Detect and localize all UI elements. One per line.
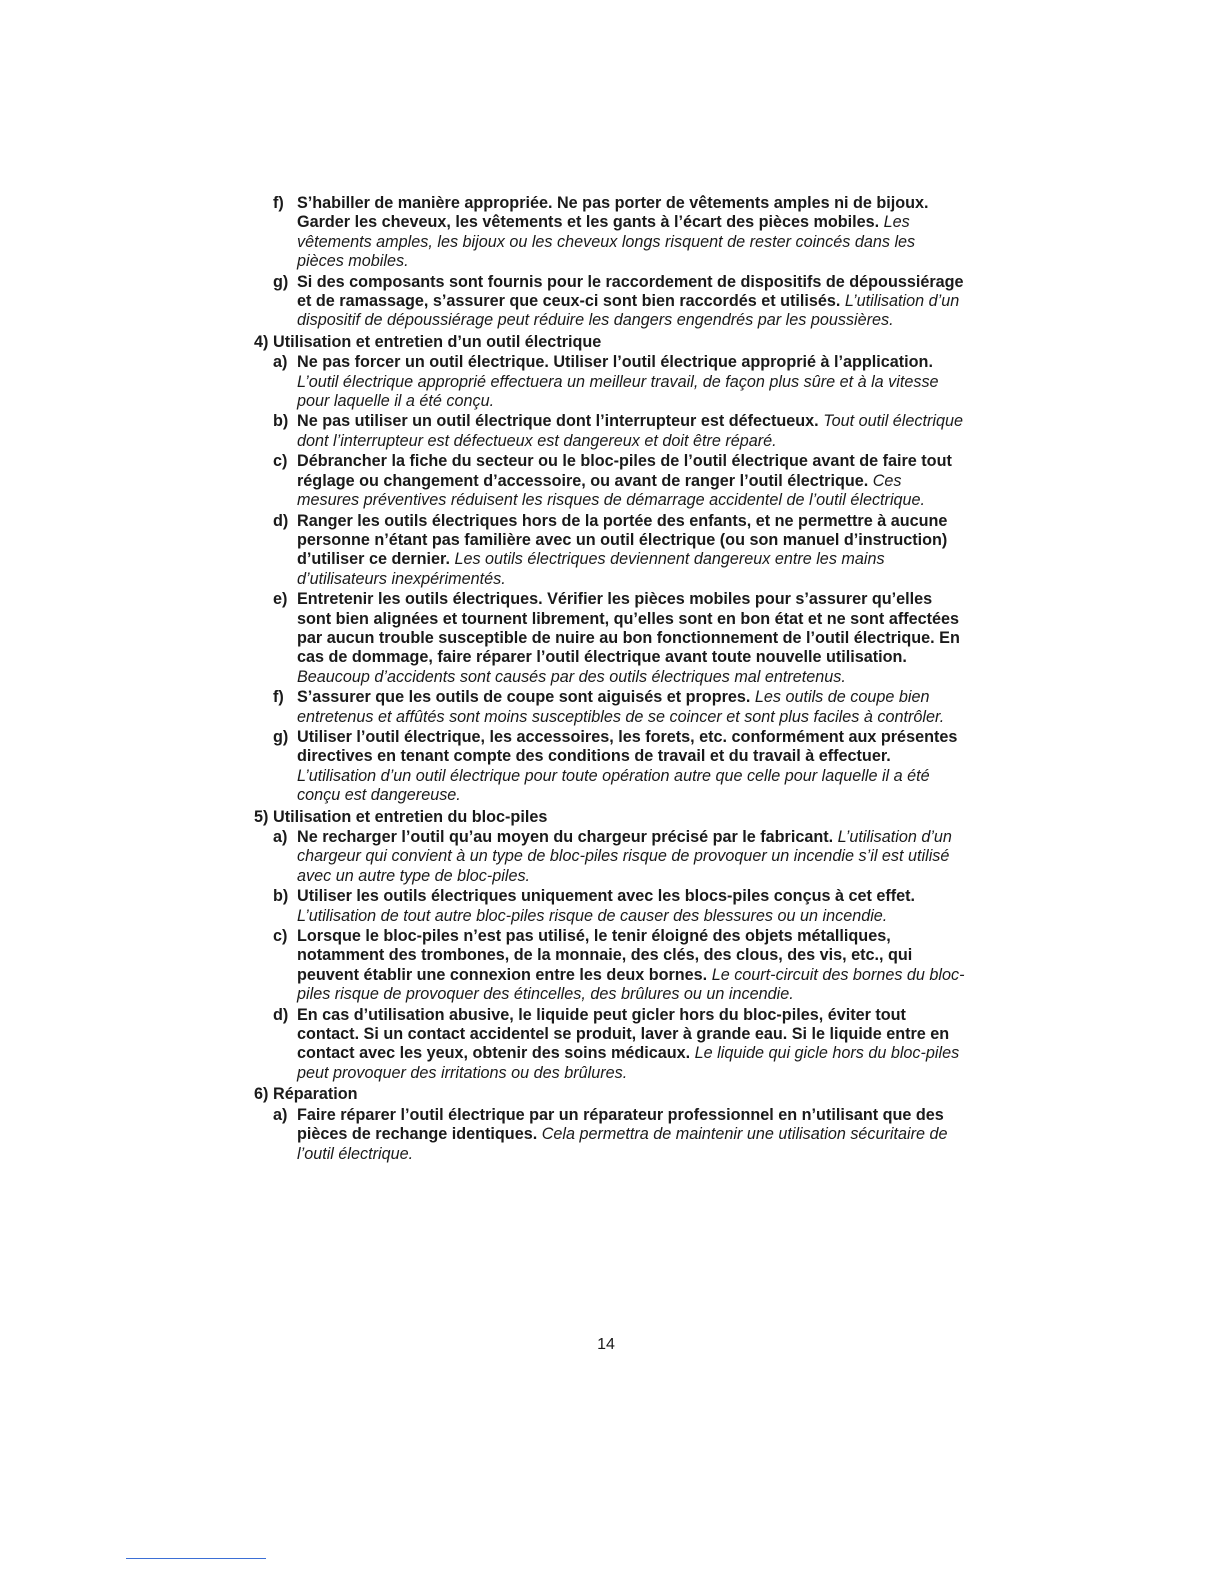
item-explanation: Le court-circuit des bornes du bloc-piles risque de provoquer des étincelles, des brûlures ou un incendie. (297, 965, 965, 1004)
item-explanation: Les vêtements amples, les bijoux ou les cheveux longs risquent de rester coincés dans les pièces mobiles. (297, 213, 916, 271)
item-label: e) (273, 590, 288, 609)
item-instruction: S’assurer que les outils de coupe sont aiguisés et propres. (297, 688, 751, 707)
item-label: a) (273, 828, 288, 846)
section-number: 4) (254, 332, 269, 351)
item-label: b) (273, 412, 289, 431)
item-label: g) (273, 727, 289, 746)
item-label: a) (273, 353, 288, 372)
item-explanation: L’utilisation d’un dispositif de dépoussiérage peut réduire les dangers engendrés par les poussières. (297, 292, 960, 330)
item-instruction: Ranger les outils électriques hors de la portée des enfants, et ne permettre à aucune personne n’étant pas familière avec un outil électrique (ou son manuel d’instruction) d’utiliser ce dernier. (297, 511, 948, 569)
safety-item-g (254, 273, 966, 331)
section-4-item-g (254, 728, 966, 806)
item-explanation: Les outils de coupe bien entretenus et affûtés sont moins susceptibles de se coincer et sont plus faciles à contrôler. (297, 688, 945, 726)
item-instruction: Faire réparer l’outil électrique par un réparateur professionnel en n’utilisant que des pièces de rechange identiques. (297, 1105, 944, 1144)
item-label: f) (273, 688, 284, 707)
item-label: d) (273, 511, 289, 530)
item-instruction: Entretenir les outils électriques. Vérifier les pièces mobiles pour s’assurer qu’elles sont bien alignées et tournent librement, qu’elles sont en bon état et ne sont affectées par aucun trouble susceptible de nuire au bon fonctionnement de l’outil électrique. En cas de dommage, faire réparer l’outil électrique avant toute nouvelle utilisation. (297, 590, 960, 667)
item-explanation: Tout outil électrique dont l’interrupteur est défectueux est dangereux et doit être réparé. (297, 412, 963, 450)
item-instruction: S’habiller de manière appropriée. Ne pas porter de vêtements amples ni de bijoux. Garder les cheveux, les vêtements et les gants à l’écart des pièces mobiles. (297, 194, 929, 232)
item-instruction: Débrancher la fiche du secteur ou le bloc-piles de l’outil électrique avant de faire tout réglage ou changement d’accessoire, ou avant de ranger l’outil électrique. (297, 452, 952, 490)
item-label: b) (273, 887, 289, 906)
item-explanation: Ces mesures préventives réduisent les risques de démarrage accidentel de l’outil électrique. (297, 471, 926, 510)
item-instruction: Ne recharger l’outil qu’au moyen du chargeur précisé par le fabricant. (297, 828, 834, 846)
page-number: 14 (597, 1336, 615, 1353)
item-label: g) (273, 272, 289, 291)
section-number: 6) (254, 1085, 269, 1104)
item-instruction: Ne pas forcer un outil électrique. Utiliser l’outil électrique approprié à l’application. (297, 353, 933, 372)
item-instruction: En cas d’utilisation abusive, le liquide peut gicler hors du bloc-piles, éviter tout contact. Si un contact accidentel se produit, laver à grande eau. Si le liquide entre en contact avec les yeux, obtenir des soins médicaux. (297, 1005, 950, 1063)
safety-item-f (254, 194, 966, 272)
section-4-item-d (254, 512, 966, 590)
section-5-item-a (254, 828, 966, 886)
section-6-item-a (254, 1106, 966, 1164)
item-instruction: Ne pas utiliser un outil électrique dont l’interrupteur est défectueux. (297, 412, 819, 431)
section-title: Réparation (273, 1085, 358, 1104)
section-5-item-c (254, 927, 966, 1005)
section-5-heading (254, 808, 966, 827)
section-4-item-f (254, 688, 966, 727)
item-label: d) (273, 1005, 289, 1024)
section-6-heading (254, 1085, 966, 1104)
footer-divider (126, 1558, 266, 1559)
item-label: c) (273, 927, 288, 946)
section-title: Utilisation et entretien d’un outil électrique (273, 332, 602, 351)
section-4-heading (254, 333, 966, 352)
item-instruction: Si des composants sont fournis pour le raccordement de dispositifs de dépoussiérage et de ramassage, s’assurer que ceux-ci sont bien raccordés et utilisés. (297, 272, 964, 311)
item-explanation: Beaucoup d’accidents sont causés par des outils électriques mal entretenus. (297, 667, 846, 686)
section-4-item-b (254, 412, 966, 451)
item-instruction: Utiliser l’outil électrique, les accessoires, les forets, etc. conformément aux présentes directives en tenant compte des conditions de travail et du travail à effectuer. (297, 727, 958, 766)
item-label: c) (273, 452, 288, 471)
item-instruction: Utiliser les outils électriques uniquement avec les blocs-piles conçus à cet effet. (297, 887, 916, 906)
item-explanation: Les outils électriques deviennent dangereux entre les mains d’utilisateurs inexpérimentés. (297, 550, 885, 588)
section-4-item-e (254, 590, 966, 687)
section-number: 5) (254, 807, 269, 826)
item-label: f) (273, 194, 284, 212)
item-instruction: Lorsque le bloc-piles n’est pas utilisé, le tenir éloigné des objets métalliques, notamment des trombones, de la monnaie, des clés, des clous, des vis, etc., qui peuvent établir une connexion entre les deux bornes. (297, 927, 913, 984)
section-title: Utilisation et entretien du bloc-piles (273, 807, 548, 826)
item-explanation: L’utilisation d’un chargeur qui convient à un type de bloc-piles risque de provoquer un incendie s’il est utilisé avec un autre type de bloc-piles. (297, 828, 952, 885)
section-4-item-c (254, 452, 966, 510)
section-5-item-b (254, 887, 966, 926)
item-explanation: L’utilisation de tout autre bloc-piles risque de causer des blessures ou un incendie. (297, 906, 888, 925)
section-5-item-d (254, 1006, 966, 1084)
document-body (254, 194, 966, 1165)
item-explanation: Cela permettra de maintenir une utilisation sécuritaire de l’outil électrique. (297, 1125, 948, 1163)
item-explanation: Le liquide qui gicle hors du bloc-piles peut provoquer des irritations ou des brûlures. (297, 1044, 960, 1082)
item-explanation: L’outil électrique approprié effectuera un meilleur travail, de façon plus sûre et à la vitesse pour laquelle il a été conçu. (297, 372, 939, 411)
section-4-item-a (254, 353, 966, 411)
item-explanation: L’utilisation d’un outil électrique pour toute opération autre que celle pour laquelle il a été conçu est dangereuse. (297, 766, 930, 805)
item-label: a) (273, 1105, 288, 1124)
